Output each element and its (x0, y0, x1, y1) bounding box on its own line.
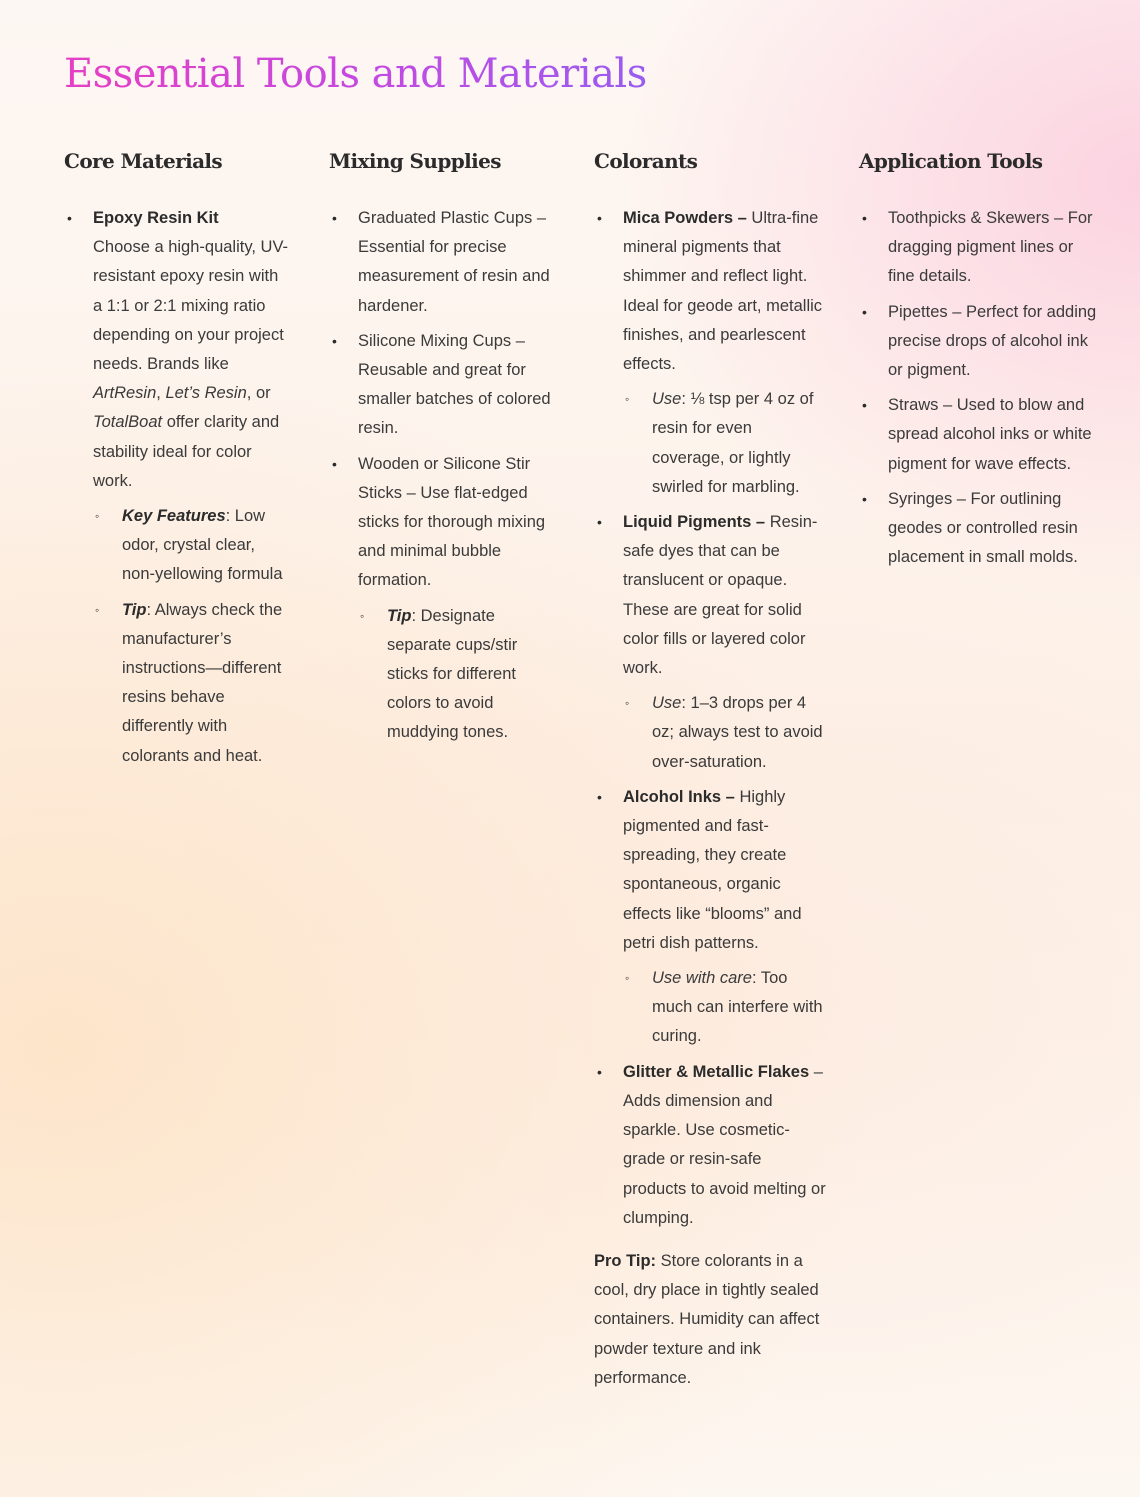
mixing-supplies-column (329, 146, 561, 754)
sub-item-text: : ⅛ tsp per 4 oz of resin for even coverage, or lightly swirled for marbling. (652, 390, 814, 496)
item-text: Highly pigmented and fast-spreading, they create spontaneous, organic effects like “blooms” and petri dish patterns. (623, 787, 802, 952)
list-item (329, 204, 561, 321)
item-text: Syringes – For outlining geodes or controlled resin placement in small molds. (888, 489, 1078, 567)
item-text: Resin-safe dyes that can be translucent or opaque. These are great for solid color fills or layered color work. (623, 513, 818, 678)
bullet-icon: • (597, 210, 602, 226)
bullet-icon: • (597, 1063, 602, 1080)
list-item-epoxy-resin-kit (64, 204, 289, 771)
sub-item-tip (93, 596, 289, 771)
bullet-icon: • (862, 303, 867, 320)
list-item-liquid-pigments (594, 508, 826, 777)
item-text: Wooden or Silicone Stir Sticks – Use flat-edged sticks for thorough mixing and minimal bubble formation. (358, 454, 546, 590)
brand-name: ArtResin (93, 384, 157, 403)
sub-list (93, 502, 289, 771)
bullet-icon: • (862, 210, 867, 226)
sub-item-key-features (93, 502, 289, 590)
sub-item-label: Tip (122, 600, 147, 619)
item-text: Graduated Plastic Cups – Essential for precise measurement of resin and hardener. (358, 209, 550, 315)
separator: , (156, 384, 166, 403)
sub-item-use-with-care (623, 964, 826, 1052)
list-item (859, 298, 1097, 386)
bullet-icon: • (862, 397, 867, 414)
sub-item-tip (358, 602, 561, 748)
circle-bullet-icon: ◦ (95, 602, 100, 617)
circle-bullet-icon: ◦ (360, 608, 365, 623)
sub-item-label: Tip (387, 606, 412, 625)
circle-bullet-icon: ◦ (625, 696, 630, 711)
sub-item-use (623, 689, 826, 777)
pro-tip (594, 1247, 826, 1393)
list-item (859, 485, 1097, 573)
circle-bullet-icon: ◦ (625, 392, 630, 407)
separator: , or (246, 384, 271, 403)
bullet-icon: • (332, 332, 337, 349)
colorants-list (594, 204, 826, 1233)
item-description: offer clarity and stability ideal for color work. (93, 413, 280, 490)
sub-item-label: Use (652, 694, 682, 713)
sub-item-text: : Low odor, crystal clear, non-yellowing formula (122, 507, 283, 584)
bullet-icon: • (862, 490, 867, 507)
item-name: Liquid Pigments – (623, 513, 766, 532)
list-item (859, 204, 1097, 292)
core-materials-heading: Core Materials (64, 149, 223, 173)
sub-list (358, 602, 561, 748)
bullet-icon: • (597, 788, 602, 805)
circle-bullet-icon: ◦ (95, 509, 100, 524)
item-name: Alcohol Inks – (623, 787, 735, 806)
sub-list (623, 964, 826, 1052)
brand-name: Let’s Resin (165, 384, 247, 403)
list-item (859, 391, 1097, 479)
application-tools-heading: Application Tools (859, 149, 1043, 173)
item-text: Ultra-fine mineral pigments that shimmer and reflect light. Ideal for geode art, metallic finishes, and pearlescent effects. (623, 209, 823, 374)
bullet-icon: • (332, 455, 337, 472)
circle-bullet-icon: ◦ (625, 971, 630, 986)
sub-item-label: Use (652, 390, 682, 409)
bullet-icon: • (67, 210, 72, 226)
sub-item-label: Key Features (122, 507, 226, 526)
application-tools-list (859, 204, 1097, 572)
page-title: Essential Tools and Materials (64, 46, 647, 102)
item-name: Glitter & Metallic Flakes (623, 1062, 810, 1081)
list-item (329, 450, 561, 748)
item-text: Pipettes – Perfect for adding precise drops of alcohol ink or pigment. (888, 302, 1097, 380)
item-description: Choose a high-quality, UV-resistant epoxy resin with a 1:1 or 2:1 mixing ratio depending on your project needs. Brands like (93, 238, 289, 374)
brand-name: TotalBoat (93, 413, 163, 432)
item-name: Mica Powders – (623, 209, 747, 227)
list-item (329, 327, 561, 444)
item-text: Silicone Mixing Cups – Reusable and great for smaller batches of colored resin. (358, 331, 551, 438)
pro-tip-text: Store colorants in a cool, dry place in tightly sealed containers. Humidity can affect powder texture and ink performance. (594, 1251, 820, 1387)
sub-list (623, 689, 826, 777)
sub-list (623, 385, 826, 502)
mixing-supplies-list (329, 204, 561, 748)
list-item-mica-powders (594, 204, 826, 502)
core-materials-list (64, 204, 289, 771)
item-text: Toothpicks & Skewers – For dragging pigment lines or fine details. (888, 209, 1093, 286)
colorants-heading: Colorants (594, 149, 698, 173)
sub-item-label: Use with care (652, 969, 752, 988)
application-tools-column (859, 146, 1097, 578)
item-text: – Adds dimension and sparkle. Use cosmetic-grade or resin-safe products to avoid melting or clumping. (623, 1062, 826, 1227)
sub-item-text: : 1–3 drops per 4 oz; always test to avoid over-saturation. (652, 694, 823, 771)
sub-item-use (623, 385, 826, 502)
bullet-icon: • (597, 514, 602, 531)
list-item-alcohol-inks (594, 783, 826, 1052)
mixing-supplies-heading: Mixing Supplies (329, 149, 501, 173)
colorants-column (594, 146, 826, 1409)
bullet-icon: • (332, 210, 337, 226)
sub-item-text: : Always check the manufacturer’s instructions—different resins behave differently with colorants and heat. (122, 600, 283, 765)
list-item-glitter-flakes (594, 1058, 826, 1233)
sub-item-text: : Designate separate cups/stir sticks for different colors to avoid muddying tones. (387, 606, 518, 742)
item-name: Epoxy Resin Kit (93, 209, 219, 227)
sub-item-text: : Too much can interfere with curing. (652, 969, 823, 1046)
core-materials-column (64, 146, 289, 777)
pro-tip-label: Pro Tip: (594, 1251, 657, 1270)
item-text: Straws – Used to blow and spread alcohol inks or white pigment for wave effects. (888, 396, 1092, 473)
